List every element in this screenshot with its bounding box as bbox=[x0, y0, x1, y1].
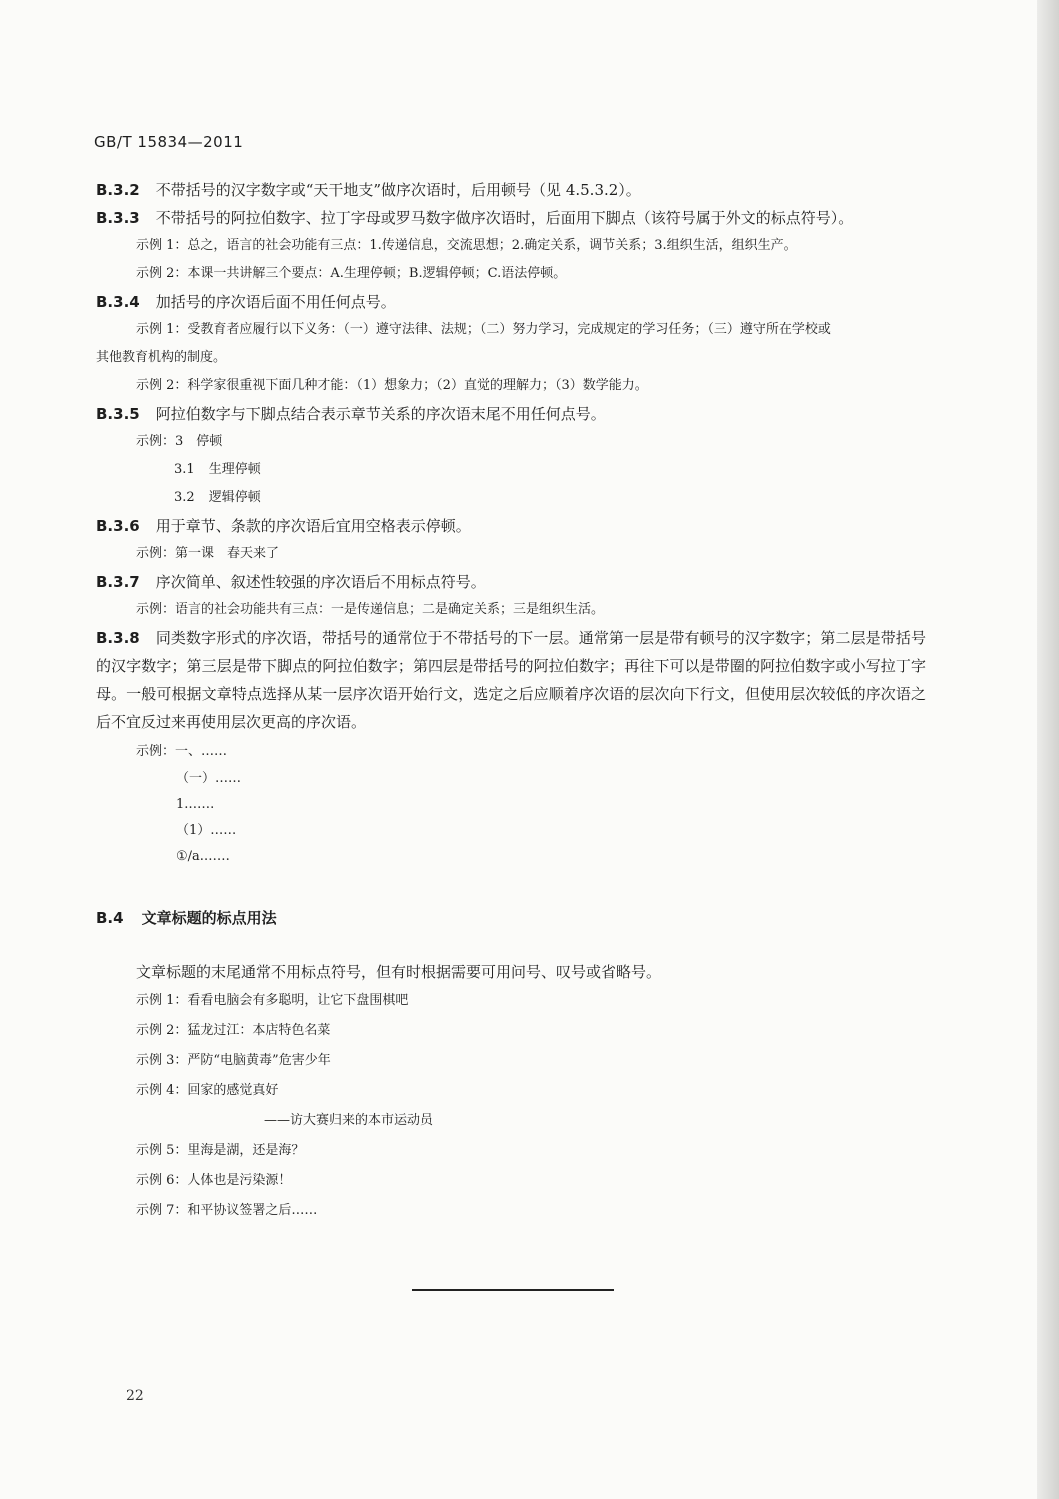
end-rule bbox=[412, 1289, 614, 1291]
clause-text: 同类数字形式的序次语，带括号的通常位于不带括号的下一层。通常第一层是带有顿号的汉字数字；第二层是带括号的汉字数字；第三层是带下脚点的阿拉伯数字；第四层是带括号的阿拉伯数字；再往下可以是带圈的阿拉伯数字或小写拉丁字母。一般可根据文章特点选择从某一层序次语开始行文，选定之后应顺着序次语的层次向下行文，但使用层次较低的序次语之后不宜反过来再使用层次更高的序次语。 bbox=[96, 629, 926, 731]
example-line: 示例：第一课 春天来了 bbox=[136, 546, 280, 561]
example-line: 示例：语言的社会功能共有三点：一是传递信息；二是确定关系；三是组织生活。 bbox=[136, 602, 605, 617]
level-item: （一）…… bbox=[176, 771, 242, 786]
clause-text: 不带括号的汉字数字或“天干地支”做序次语时，后用顿号（见 4.5.3.2）。 bbox=[155, 181, 641, 199]
example-line: 示例：一、…… bbox=[136, 744, 228, 759]
page-number: 22 bbox=[126, 1388, 144, 1404]
standard-code-header: GB/T 15834—2011 bbox=[94, 133, 244, 151]
clause-number: B.3.8 bbox=[96, 629, 140, 647]
section-number: B.4 bbox=[96, 909, 124, 927]
clause-number: B.3.3 bbox=[96, 209, 140, 227]
clause-b32 bbox=[96, 176, 926, 204]
example-line: 示例 2：科学家很重视下面几种才能：（1）想象力；（2）直觉的理解力；（3）数学能力。 bbox=[136, 378, 648, 393]
example-line-continued: 其他教育机构的制度。 bbox=[96, 350, 227, 365]
page-content bbox=[96, 176, 926, 1226]
clause-b36 bbox=[96, 512, 926, 540]
section-body: 文章标题的末尾通常不用标点符号，但有时根据需要可用问号、叹号或省略号。 bbox=[136, 963, 662, 981]
example-line: 示例 6：人体也是污染源！ bbox=[136, 1173, 292, 1188]
clause-number: B.3.2 bbox=[96, 181, 140, 199]
example-line: 示例 3：严防“电脑黄毒”危害少年 bbox=[136, 1053, 331, 1068]
level-item: ①/a.…… bbox=[176, 849, 230, 864]
clause-b35 bbox=[96, 400, 926, 428]
level-item: 1.…… bbox=[176, 797, 215, 812]
binding-shadow bbox=[1037, 0, 1059, 1499]
section-title: 文章标题的标点用法 bbox=[141, 909, 277, 927]
clause-text: 不带括号的阿拉伯数字、拉丁字母或罗马数字做序次语时，后面用下脚点（该符号属于外文的标点符号）。 bbox=[155, 209, 854, 227]
example-line: 示例 2：猛龙过江：本店特色名菜 bbox=[136, 1023, 331, 1038]
example-byline: ——访大赛归来的本市运动员 bbox=[264, 1113, 434, 1128]
clause-text: 加括号的序次语后面不用任何点号。 bbox=[155, 293, 396, 311]
example-line: 示例 4：回家的感觉真好 bbox=[136, 1083, 279, 1098]
example-line: 示例 1：看看电脑会有多聪明，让它下盘围棋吧 bbox=[136, 993, 409, 1008]
example-line: 示例 1：受教育者应履行以下义务：（一）遵守法律、法规；（二）努力学习，完成规定的学习任务；（三）遵守所在学校或 bbox=[136, 322, 831, 337]
example-line: 示例 2：本课一共讲解三个要点：A.生理停顿；B.逻辑停顿；C.语法停顿。 bbox=[136, 266, 567, 281]
clause-b38 bbox=[96, 624, 926, 736]
example-line: 示例 1：总之，语言的社会功能有三点：1.传递信息，交流思想；2.确定关系，调节关系；3.组织生活，组织生产。 bbox=[136, 238, 797, 253]
clause-text: 用于章节、条款的序次语后宜用空格表示停顿。 bbox=[155, 517, 471, 535]
clause-b34 bbox=[96, 288, 926, 316]
sub-number: 3.1 bbox=[174, 462, 195, 477]
example-line: 示例 5：里海是湖，还是海？ bbox=[136, 1143, 305, 1158]
clause-number: B.3.6 bbox=[96, 517, 140, 535]
clause-text: 阿拉伯数字与下脚点结合表示章节关系的序次语末尾不用任何点号。 bbox=[155, 405, 606, 423]
sub-text: 生理停顿 bbox=[208, 462, 261, 477]
clause-number: B.3.4 bbox=[96, 293, 140, 311]
sub-heading bbox=[96, 484, 926, 512]
clause-b37 bbox=[96, 568, 926, 596]
sub-text: 逻辑停顿 bbox=[208, 490, 261, 505]
section-b4-heading bbox=[96, 904, 926, 932]
clause-b33 bbox=[96, 204, 926, 232]
clause-number: B.3.7 bbox=[96, 573, 140, 591]
example-line: 示例：3 停顿 bbox=[136, 434, 223, 449]
clause-text: 序次简单、叙述性较强的序次语后不用标点符号。 bbox=[155, 573, 486, 591]
example-line: 示例 7：和平协议签署之后…… bbox=[136, 1203, 318, 1218]
sub-heading bbox=[96, 456, 926, 484]
clause-number: B.3.5 bbox=[96, 405, 140, 423]
sub-number: 3.2 bbox=[174, 490, 195, 505]
level-item: （1）…… bbox=[176, 823, 237, 838]
